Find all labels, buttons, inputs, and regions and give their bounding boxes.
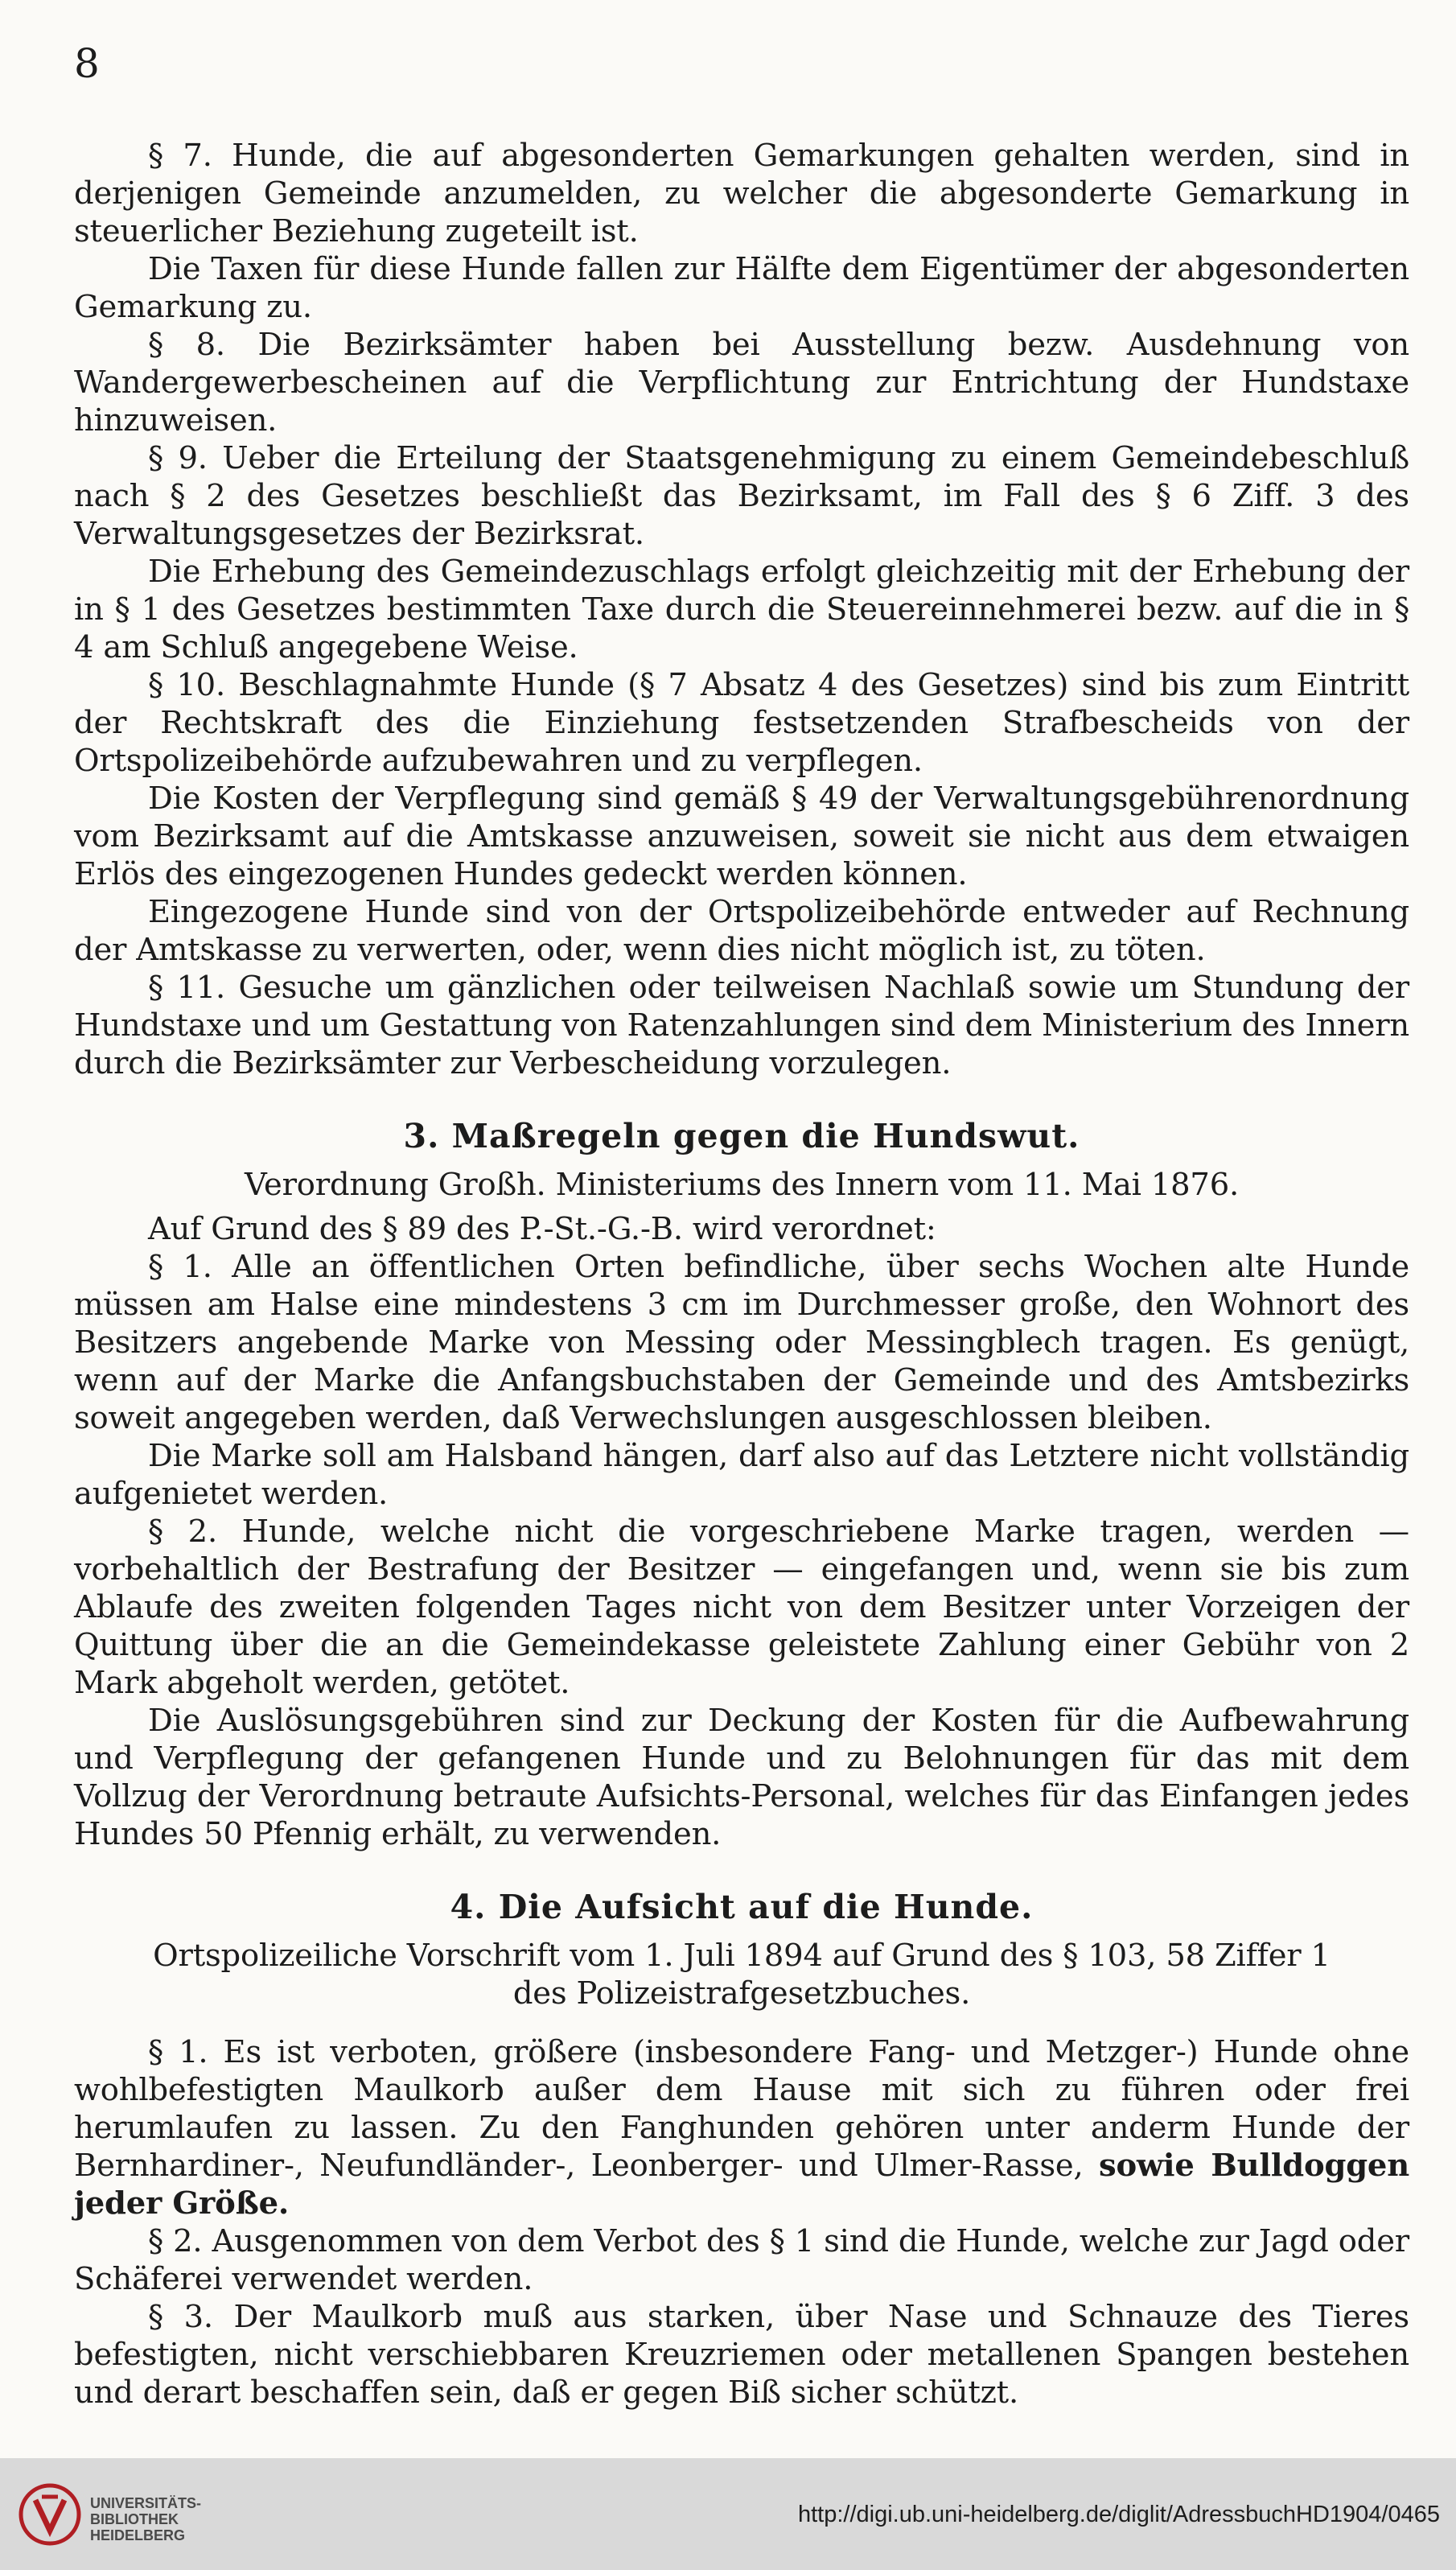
section-3-subtitle: Verordnung Großh. Ministeriums des Innern vom 11. Mai 1876. — [244, 1167, 1240, 1203]
section-3-heading: 3. Maßregeln gegen die Hundswut. — [403, 1117, 1080, 1155]
logo-line-3: HEIDELBERG — [90, 2527, 186, 2543]
section-4-paragraph-1 — [74, 2033, 1409, 2222]
section-4-paragraph-1-bold: sowie Bulldoggen jeder Größe. — [74, 2148, 1410, 2222]
section-4-paragraph-1-text: § 1. Es ist verboten, größere (insbesondere Fang- und Metzger-) Hunde ohne wohlbefestigten Maulkorb außer dem Hause mit sich zu führen oder frei herumlaufen zu lassen. Zu den Fanghunden gehören unter anderm Hunde der Bernhardiner-, Neufundländer-, Leonberger- und Ulmer-Rasse, — [74, 2034, 1409, 2184]
paragraph-s8: § 8. Die Bezirksämter haben bei Ausstellung bezw. Ausdehnung von Wandergewerbescheinen auf die Verpflichtung zur Entrichtung der Hundstaxe hinzuweisen. — [74, 327, 1409, 439]
section-4-subtitle-2: des Polizeistrafgesetzbuches. — [512, 1975, 971, 2012]
section-4-subtitle-1: Ortspolizeiliche Vorschrift vom 1. Juli 1894 auf Grund des § 103, 58 Ziffer 1 — [153, 1938, 1331, 1974]
section-3-paragraph-4: Die Auslösungsgebühren sind zur Deckung der Kosten für die Aufbewahrung und Verpflegung der gefangenen Hunde und zu Belohnungen für das mit dem Vollzug der Verordnung betraute Aufsichts-Personal, welches für das Einfangen jedes Hundes 50 Pfennig erhält, zu verwenden. — [74, 1703, 1409, 1852]
paragraph-s10-costs: Die Kosten der Verpflegung sind gemäß § 49 der Verwaltungsgebührenordnung vom Bezirksamt auf die Amtskasse anzuweisen, soweit sie nicht aus dem etwaigen Erlös des eingezogenen Hundes gedeckt werden können. — [74, 780, 1409, 892]
paragraph-s10-confiscated: Eingezogene Hunde sind von der Ortspolizeibehörde entweder auf Rechnung der Amtskasse zu verwerten, oder, wenn dies nicht möglich ist, zu töten. — [74, 894, 1409, 968]
library-logo-text — [90, 2495, 201, 2543]
section-3-paragraph-3: § 2. Hunde, welche nicht die vorgeschriebene Marke tragen, werden — vorbehaltlich der Bestrafung der Besitzer — eingefangen und, wenn sie bis zum Ablaufe des zweiten folgenden Tages nicht von dem Besitzer unter Vorzeigen der Quittung über die an die Gemeindekasse geleistete Zahlung einer Gebühr von 2 Mark abgeholt werden, getötet. — [74, 1514, 1409, 1701]
logo-line-1: UNIVERSITÄTS- — [90, 2495, 202, 2511]
source-url-link[interactable]: http://digi.ub.uni-heidelberg.de/diglit/AdressbuchHD1904/0465 — [797, 2502, 1440, 2527]
seal-icon — [18, 2482, 82, 2547]
page-number: 8 — [74, 40, 100, 87]
footer-bar — [0, 2458, 1456, 2570]
section-3-paragraph-2: Die Marke soll am Halsband hängen, darf also auf das Letztere nicht vollständig aufgenietet werden. — [74, 1438, 1409, 1512]
paragraph-s11: § 11. Gesuche um gänzlichen oder teilweisen Nachlaß sowie um Stundung der Hundstaxe und um Gestattung von Ratenzahlungen sind dem Ministerium des Innern durch die Bezirksämter zur Verbescheidung vorzulegen. — [74, 970, 1409, 1081]
paragraph-s9: § 9. Ueber die Erteilung der Staatsgenehmigung zu einem Gemeindebeschluß nach § 2 des Gesetzes beschließt das Bezirksamt, im Fall des § 6 Ziff. 3 des Verwaltungsgesetzes der Bezirksrat. — [74, 440, 1409, 552]
page-content — [74, 137, 1409, 2411]
section-4-paragraph-3: § 3. Der Maulkorb muß aus starken, über Nase und Schnauze des Tieres befestigten, nicht verschiebbaren Kreuzriemen oder metallenen Spangen bestehen und derart beschaffen sein, daß er gegen Biß sicher schützt. — [74, 2299, 1409, 2411]
section-4-paragraph-2: § 2. Ausgenommen von dem Verbot des § 1 sind die Hunde, welche zur Jagd oder Schäferei verwendet werden. — [74, 2223, 1409, 2297]
section-3-paragraph-1: § 1. Alle an öffentlichen Orten befindliche, über sechs Wochen alte Hunde müssen am Halse eine mindestens 3 cm im Durchmesser große, den Wohnort des Besitzers angebende Marke von Messing oder Messingblech tragen. Es genügt, wenn auf der Marke die Anfangsbuchstaben der Gemeinde und des Amtsbezirks soweit angegeben werden, daß Verwechslungen ausgeschlossen bleiben. — [74, 1249, 1409, 1436]
logo-line-2: BIBLIOTHEK — [90, 2511, 179, 2527]
paragraph-s7-taxes: Die Taxen für diese Hunde fallen zur Hälfte dem Eigentümer der abgesonderten Gemarkung zu. — [74, 251, 1409, 325]
section-4-heading: 4. Die Aufsicht auf die Hunde. — [450, 1888, 1034, 1926]
paragraph-s9-collection: Die Erhebung des Gemeindezuschlags erfolgt gleichzeitig mit der Erhebung der in § 1 des Gesetzes bestimmten Taxe durch die Steuereinnehmerei bezw. auf die in § 4 am Schluß angegebene Weise. — [74, 554, 1409, 665]
section-3-intro: Auf Grund des § 89 des P.-St.-G.-B. wird verordnet: — [148, 1211, 936, 1247]
paragraph-s7: § 7. Hunde, die auf abgesonderten Gemarkungen gehalten werden, sind in derjenigen Gemeinde anzumelden, zu welcher die abgesonderte Gemarkung in steuerlicher Beziehung zugeteilt ist. — [74, 138, 1409, 249]
paragraph-s10: § 10. Beschlagnahmte Hunde (§ 7 Absatz 4 des Gesetzes) sind bis zum Eintritt der Rechtskraft des die Einziehung festsetzenden Strafbescheids von der Ortspolizeibehörde aufzubewahren und zu verpflegen. — [74, 667, 1409, 779]
